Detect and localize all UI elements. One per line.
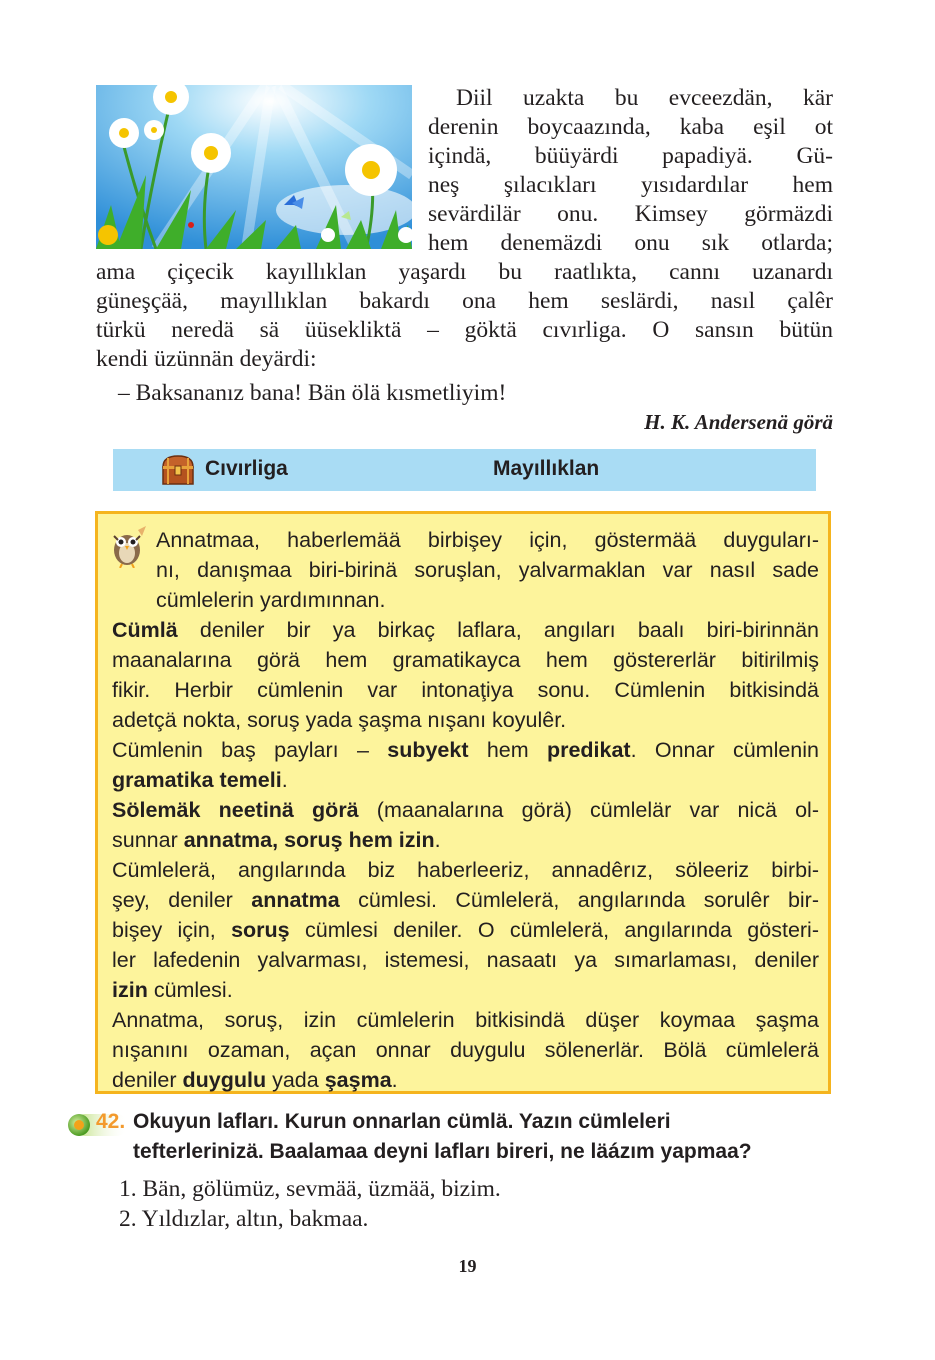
rule-line: sunnar annatma, soruş hem izin. <box>112 828 441 852</box>
rule-line: Annatmaa, haberlemää birbişey için, göstermää duyguları- <box>156 528 819 552</box>
rule-line: izin cümlesi. <box>112 978 233 1002</box>
term: annatma <box>251 888 340 912</box>
rule-line: deniler duygulu yada şaşma. <box>112 1068 398 1092</box>
story-quote: – Baksananız bana! Bän ölä kısmetliyim! <box>118 380 507 406</box>
vocabulary-bar <box>113 449 816 491</box>
rule-line: Cümlenin baş payları – subyekt hem predikat. Onnar cümlenin <box>112 738 819 762</box>
rule-line: şey, deniler annatma cümlesi. Cümlelerä, angılarında sorulêr bir- <box>112 888 819 912</box>
term: şaşma <box>324 1068 392 1092</box>
story-line: neş şılacıkları yısıdardılar hem <box>428 172 833 198</box>
rule-line: adetçä nokta, soruş yada şaşma nışanı koyulêr. <box>112 708 567 732</box>
term: predikat <box>546 738 631 762</box>
vocabulary-word: Cıvırliga <box>205 457 288 480</box>
story-line: sevärdilär onu. Kimsey görmäzdi <box>428 201 833 227</box>
rule-line: cümlelerin yardımınnan. <box>156 588 386 612</box>
grammar-rule-box <box>95 511 831 1094</box>
rule-line: Annatma, soruş, izin cümlelerin bitkisindä düşer koymaa şaşma <box>112 1008 819 1032</box>
rule-line: nı, danışmaa biri-birinä soruşlan, yalvarmaklan var nasıl sade <box>156 558 819 582</box>
term: Cümlä <box>112 618 178 642</box>
rule-line: Cümlä deniler bir ya birkaç laflara, angıları baalı biri-birinnän <box>112 618 819 642</box>
rule-line: gramatika temeli. <box>112 768 288 792</box>
story-line: içindä, büüyärdi papadiyä. Gü- <box>428 143 833 169</box>
rule-line: Sölemäk neetinä görä (maanalarına görä) cümlelär var nicä ol- <box>112 798 819 822</box>
term: duygulu <box>182 1068 267 1092</box>
rule-line: Cümlelerä, angılarında biz haberleeriz, annadêrız, söleeriz birbi- <box>112 858 819 882</box>
exercise-item: 2. Yıldızlar, altın, bakmaa. <box>119 1206 369 1232</box>
treasure-chest-icon <box>160 454 196 486</box>
story-line: güneşçää, mayıllıklan bakardı ona hem seslärdi, nasıl çalêr <box>96 288 833 314</box>
term: annatma, soruş hem izin <box>183 828 435 852</box>
story-line: derenin boycaazında, kaba eşil ot <box>428 114 833 140</box>
term: izin <box>112 978 148 1002</box>
term: subyekt <box>387 738 469 762</box>
owl-icon <box>110 526 150 568</box>
story-paragraph-top <box>428 84 833 258</box>
exercise-instruction: Okuyun lafları. Kurun onnarlan cümlä. Yazın cümleleri <box>133 1110 671 1133</box>
term: gramatika temeli <box>112 768 282 792</box>
rule-line: ler lafedenin yalvarması, istemesi, nasaatı ya sımarlaması, deniler <box>112 948 819 972</box>
rule-line: maanalarına görä hem gramatikayca hem göstererlär bitirilmiş <box>112 648 819 672</box>
exercise-number: 42. <box>96 1110 126 1133</box>
story-paragraph-bottom <box>96 258 833 374</box>
story-line: türkü neredä sä üüsekliktä – göktä cıvırliga. O sansın bütün <box>96 317 833 343</box>
daisy-illustration <box>96 85 412 249</box>
story-line: ama çiçecik kayıllıklan yaşardı bu raatlıkta, cannı uzanardı <box>96 259 833 285</box>
rule-line: bişey için, soruş cümlesi deniler. O cümlelerä, angılarında gösteri- <box>112 918 819 942</box>
term: Sölemäk neetinä görä <box>112 798 359 822</box>
term: soruş <box>231 918 290 942</box>
story-line: Diil uzakta bu evceezdän, kär <box>456 85 833 111</box>
story-line: kendi üzünnän deyärdi: <box>96 346 317 372</box>
exercise-instruction: tefterlerinizä. Baalamaa deyni lafları bireri, ne läázım yapmaa? <box>133 1140 752 1163</box>
story-line: hem denemäzdi onu sık otlarda; <box>428 230 833 256</box>
rule-line: fikir. Herbir cümlenin var intonaţiya sonu. Cümlenin bitkisindä <box>112 678 819 702</box>
page-number: 19 <box>458 1256 477 1276</box>
vocabulary-word: Mayıllıklan <box>493 457 600 480</box>
exercise-item: 1. Bän, gölümüz, sevmää, üzmää, bizim. <box>119 1176 501 1202</box>
story-author: H. K. Andersenä görä <box>644 410 833 434</box>
rule-line: nışanını ozaman, açan onnar duygulu sölenerlär. Bölä cümlelerä <box>112 1038 819 1062</box>
